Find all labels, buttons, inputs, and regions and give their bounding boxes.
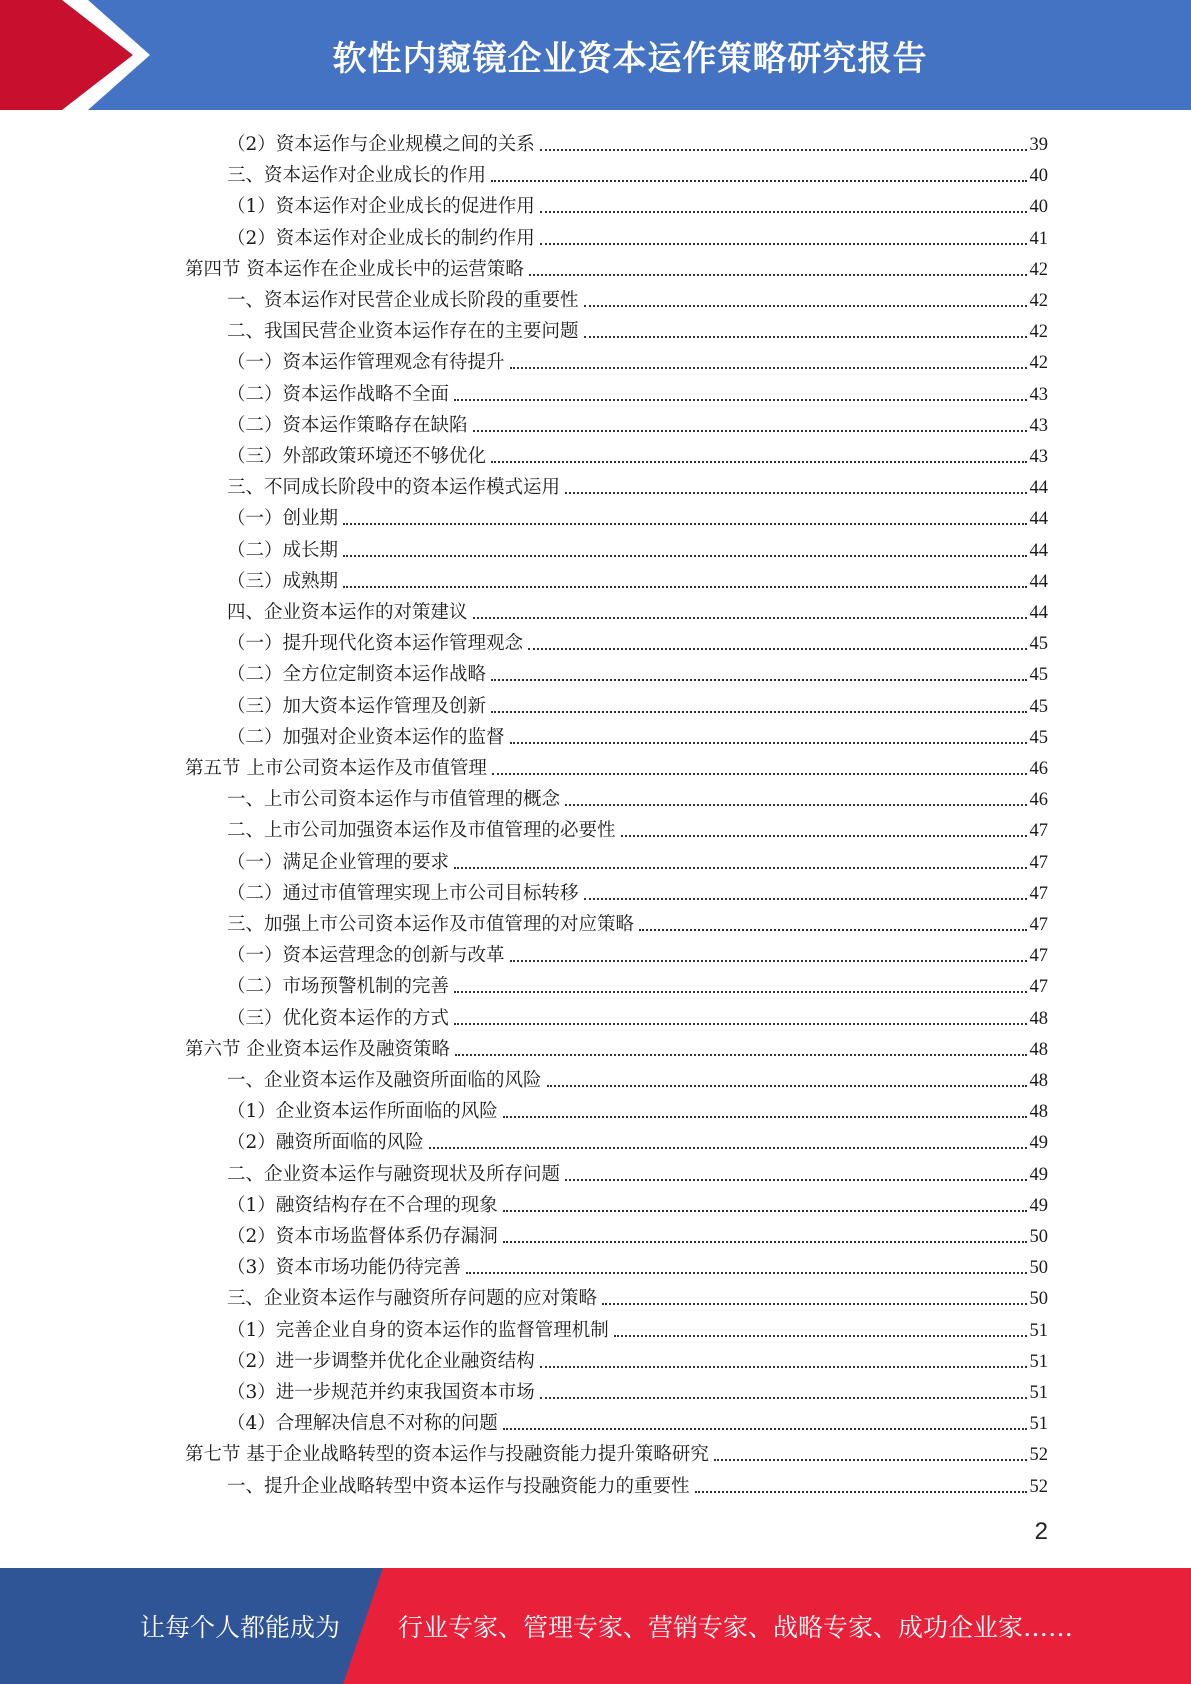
toc-entry[interactable] — [227, 626, 1048, 657]
toc-entry-title: （1）资本运作对企业成长的促进作用 — [227, 196, 535, 217]
toc-entry-page: 52 — [1029, 1445, 1048, 1465]
toc-entry[interactable] — [185, 1437, 1048, 1468]
toc-entry-title: 三、加强上市公司资本运作及市值管理的对应策略 — [227, 914, 635, 935]
toc-dot-leader — [454, 990, 1026, 993]
toc-entry-page: 50 — [1029, 1258, 1048, 1278]
toc-entry-title: （3）资本市场功能仍待完善 — [227, 1257, 461, 1278]
toc-dot-leader — [454, 398, 1026, 401]
toc-entry-title: （三）外部政策环境还不够优化 — [227, 446, 487, 467]
toc-entry-page: 48 — [1029, 1009, 1048, 1029]
toc-dot-leader — [565, 803, 1026, 806]
toc-entry-title: （二）资本运作战略不全面 — [227, 384, 450, 405]
toc-dot-leader — [510, 366, 1027, 369]
toc-dot-leader — [540, 242, 1027, 245]
toc-entry-page: 43 — [1029, 416, 1048, 436]
toc-entry-page: 48 — [1029, 1102, 1048, 1122]
toc-entry-title: （三）加大资本运作管理及创新 — [227, 696, 487, 717]
toc-entry-title: 第四节 资本运作在企业成长中的运营策略 — [185, 259, 524, 280]
toc-entry[interactable] — [227, 1406, 1048, 1437]
toc-dot-leader — [584, 304, 1027, 307]
toc-entry-title: （1）企业资本运作所面临的风险 — [227, 1101, 498, 1122]
toc-entry[interactable] — [227, 720, 1048, 751]
toc-entry[interactable] — [227, 1125, 1048, 1156]
toc-entry-title: （二）加强对企业资本运作的监督 — [227, 727, 505, 748]
toc-entry-title: 一、资本运作对民营企业成长阶段的重要性 — [227, 290, 579, 311]
toc-entry-title: （二）通过市值管理实现上市公司目标转移 — [227, 883, 579, 904]
footer-slogan-left: 让每个人都能成为 — [140, 1613, 341, 1642]
toc-entry[interactable] — [227, 1344, 1048, 1375]
toc-entry[interactable] — [227, 345, 1048, 376]
toc-dot-leader — [491, 678, 1026, 681]
toc-dot-leader — [695, 1490, 1027, 1493]
toc-entry-page: 44 — [1029, 541, 1048, 561]
toc-dot-leader — [429, 1146, 1027, 1149]
toc-entry-page: 50 — [1029, 1227, 1048, 1247]
toc-entry-page: 43 — [1029, 447, 1048, 467]
toc-entry-page: 50 — [1029, 1289, 1048, 1309]
toc-entry[interactable] — [227, 1157, 1048, 1188]
toc-entry-page: 46 — [1029, 759, 1048, 779]
toc-entry-page: 51 — [1029, 1321, 1048, 1341]
toc-entry[interactable] — [227, 127, 1048, 158]
toc-entry-title: （2）资本运作与企业规模之间的关系 — [227, 134, 535, 155]
toc-entry-title: （三）成熟期 — [227, 571, 339, 592]
toc-entry-page: 44 — [1029, 478, 1048, 498]
toc-dot-leader — [454, 1022, 1026, 1025]
toc-entry-page: 45 — [1029, 697, 1048, 717]
toc-entry[interactable] — [227, 377, 1048, 408]
toc-entry-page: 49 — [1029, 1165, 1048, 1185]
toc-dot-leader — [454, 866, 1026, 869]
toc-entry-page: 47 — [1029, 946, 1048, 966]
toc-entry-page: 42 — [1029, 260, 1048, 280]
toc-entry-page: 49 — [1029, 1133, 1048, 1153]
toc-entry-title: （2）资本运作对企业成长的制约作用 — [227, 228, 535, 249]
toc-entry[interactable] — [227, 221, 1048, 252]
toc-entry-page: 44 — [1029, 603, 1048, 623]
toc-entry-title: （二）成长期 — [227, 540, 339, 561]
toc-entry-page: 45 — [1029, 634, 1048, 654]
toc-entry-title: （一）提升现代化资本运作管理观念 — [227, 633, 524, 654]
toc-entry-title: 一、上市公司资本运作与市值管理的概念 — [227, 789, 561, 810]
toc-dot-leader — [343, 554, 1026, 557]
toc-entry-page: 51 — [1029, 1352, 1048, 1372]
toc-entry-title: （2）进一步调整并优化企业融资结构 — [227, 1351, 535, 1372]
toc-entry[interactable] — [227, 1001, 1048, 1032]
toc-dot-leader — [473, 429, 1027, 432]
toc-entry[interactable] — [227, 470, 1048, 501]
page-header — [0, 0, 1191, 110]
toc-entry-page: 43 — [1029, 385, 1048, 405]
toc-entry-title: 三、企业资本运作与融资所存问题的应对策略 — [227, 1288, 598, 1309]
toc-dot-leader — [455, 1053, 1027, 1056]
toc-dot-leader — [529, 273, 1027, 276]
report-title: 软性内窥镜企业资本运作策略研究报告 — [332, 38, 928, 79]
toc-entry-title: 第七节 基于企业战略转型的资本运作与投融资能力提升策略研究 — [185, 1444, 709, 1465]
toc-entry-title: 二、上市公司加强资本运作及市值管理的必要性 — [227, 820, 616, 841]
toc-entry[interactable] — [227, 314, 1048, 345]
toc-entry-page: 44 — [1029, 572, 1048, 592]
toc-entry[interactable] — [227, 969, 1048, 1000]
toc-entry[interactable] — [227, 1219, 1048, 1250]
toc-entry-page: 42 — [1029, 322, 1048, 342]
toc-entry-page: 45 — [1029, 665, 1048, 685]
toc-entry-title: （3）进一步规范并约束我国资本市场 — [227, 1382, 535, 1403]
toc-entry-page: 41 — [1029, 229, 1048, 249]
toc-dot-leader — [503, 1115, 1027, 1118]
toc-entry-title: （2）资本市场监督体系仍存漏洞 — [227, 1226, 498, 1247]
toc-dot-leader — [343, 585, 1026, 588]
toc-entry-page: 47 — [1029, 853, 1048, 873]
toc-entry-page: 44 — [1029, 509, 1048, 529]
toc-entry[interactable] — [185, 751, 1048, 782]
toc-dot-leader — [528, 647, 1026, 650]
toc-entry-title: 四、企业资本运作的对策建议 — [227, 602, 468, 623]
toc-entry[interactable] — [227, 158, 1048, 189]
toc-entry[interactable] — [227, 439, 1048, 470]
toc-entry-title: 二、企业资本运作与融资现状及所存问题 — [227, 1164, 561, 1185]
toc-entry[interactable] — [227, 1063, 1048, 1094]
toc-entry-page: 47 — [1029, 821, 1048, 841]
toc-dot-leader — [343, 522, 1026, 525]
toc-entry-page: 52 — [1029, 1477, 1048, 1497]
toc-entry-page: 40 — [1029, 197, 1048, 217]
toc-dot-leader — [714, 1458, 1027, 1461]
toc-entry[interactable] — [227, 501, 1048, 532]
toc-entry-title: （一）资本运营理念的创新与改革 — [227, 945, 505, 966]
page-footer — [0, 1568, 1191, 1684]
toc-dot-leader — [540, 1396, 1027, 1399]
toc-entry-title: （二）全方位定制资本运作战略 — [227, 664, 487, 685]
toc-entry-page: 47 — [1029, 884, 1048, 904]
toc-dot-leader — [503, 1240, 1027, 1243]
toc-entry[interactable] — [227, 907, 1048, 938]
toc-entry-page: 47 — [1029, 915, 1048, 935]
toc-entry-title: （1）完善企业自身的资本运作的监督管理机制 — [227, 1320, 609, 1341]
toc-entry-title: 第五节 上市公司资本运作及市值管理 — [185, 758, 487, 779]
toc-entry-title: （一）资本运作管理观念有待提升 — [227, 352, 505, 373]
toc-dot-leader — [584, 897, 1027, 900]
toc-entry-page: 42 — [1029, 353, 1048, 373]
toc-dot-leader — [565, 491, 1026, 494]
toc-entry-page: 49 — [1029, 1196, 1048, 1216]
toc-dot-leader — [492, 772, 1027, 775]
toc-entry[interactable] — [227, 1250, 1048, 1281]
toc-dot-leader — [510, 741, 1027, 744]
toc-entry-title: 一、企业资本运作及融资所面临的风险 — [227, 1070, 542, 1091]
toc-dot-leader — [614, 1334, 1027, 1337]
toc-entry[interactable] — [227, 876, 1048, 907]
toc-entry[interactable] — [227, 1188, 1048, 1219]
toc-entry-page: 51 — [1029, 1383, 1048, 1403]
header-red-arrow-decoration — [0, 0, 150, 110]
toc-entry-title: （2）融资所面临的风险 — [227, 1132, 424, 1153]
toc-dot-leader — [491, 460, 1026, 463]
toc-dot-leader — [547, 1084, 1027, 1087]
toc-entry-title: 一、提升企业战略转型中资本运作与投融资能力的重要性 — [227, 1476, 690, 1497]
toc-dot-leader — [565, 1178, 1026, 1181]
toc-dot-leader — [602, 1302, 1026, 1305]
toc-entry[interactable] — [227, 1469, 1048, 1500]
toc-entry[interactable] — [227, 533, 1048, 564]
page-number: 2 — [1034, 1518, 1048, 1545]
toc-entry[interactable] — [227, 408, 1048, 439]
toc-dot-leader — [540, 1365, 1027, 1368]
toc-entry[interactable] — [227, 595, 1048, 626]
toc-dot-leader — [491, 179, 1026, 182]
toc-entry-page: 47 — [1029, 977, 1048, 997]
toc-entry-title: （一）创业期 — [227, 508, 339, 529]
toc-entry-title: （三）优化资本运作的方式 — [227, 1008, 450, 1029]
toc-dot-leader — [473, 616, 1027, 619]
toc-entry[interactable] — [227, 689, 1048, 720]
toc-entry[interactable] — [227, 782, 1048, 813]
toc-dot-leader — [639, 928, 1026, 931]
toc-entry-title: 三、不同成长阶段中的资本运作模式运用 — [227, 477, 561, 498]
toc-entry[interactable] — [227, 657, 1048, 688]
toc-entry[interactable] — [227, 1094, 1048, 1125]
toc-entry-page: 48 — [1029, 1040, 1048, 1060]
toc-entry-page: 45 — [1029, 728, 1048, 748]
toc-entry[interactable] — [185, 252, 1048, 283]
toc-entry[interactable] — [227, 845, 1048, 876]
toc-dot-leader — [503, 1209, 1027, 1212]
toc-entry-title: （二）市场预警机制的完善 — [227, 976, 450, 997]
toc-entry[interactable] — [185, 1032, 1048, 1063]
toc-dot-leader — [540, 148, 1027, 151]
toc-entry-title: （1）融资结构存在不合理的现象 — [227, 1195, 498, 1216]
toc-entry[interactable] — [227, 938, 1048, 969]
footer-slogan-right: 行业专家、管理专家、营销专家、战略专家、成功企业家…… — [398, 1613, 1074, 1642]
toc-entry-page: 40 — [1029, 166, 1048, 186]
toc-entry-title: 二、我国民营企业资本运作存在的主要问题 — [227, 321, 579, 342]
toc-entry[interactable] — [227, 564, 1048, 595]
toc-dot-leader — [584, 335, 1027, 338]
toc-entry-title: 第六节 企业资本运作及融资策略 — [185, 1039, 450, 1060]
toc-dot-leader — [540, 210, 1027, 213]
toc-entry-page: 39 — [1029, 135, 1048, 155]
toc-entry-title: （二）资本运作策略存在缺陷 — [227, 415, 468, 436]
toc-dot-leader — [621, 834, 1027, 837]
toc-entry-title: （4）合理解决信息不对称的问题 — [227, 1413, 498, 1434]
toc-entry[interactable] — [227, 1281, 1048, 1312]
toc-entry-title: 三、资本运作对企业成长的作用 — [227, 165, 487, 186]
toc-entry[interactable] — [227, 1375, 1048, 1406]
toc-entry[interactable] — [227, 189, 1048, 220]
toc-dot-leader — [491, 710, 1026, 713]
toc-entry-page: 51 — [1029, 1414, 1048, 1434]
toc-entry-title: （一）满足企业管理的要求 — [227, 852, 450, 873]
toc-dot-leader — [466, 1271, 1027, 1274]
toc-dot-leader — [503, 1427, 1027, 1430]
toc-entry[interactable] — [227, 813, 1048, 844]
toc-entry-page: 42 — [1029, 291, 1048, 311]
toc-entry[interactable] — [227, 1313, 1048, 1344]
toc-entry[interactable] — [227, 283, 1048, 314]
toc-entry-page: 46 — [1029, 790, 1048, 810]
toc-entry-page: 48 — [1029, 1071, 1048, 1091]
toc-dot-leader — [510, 959, 1027, 962]
